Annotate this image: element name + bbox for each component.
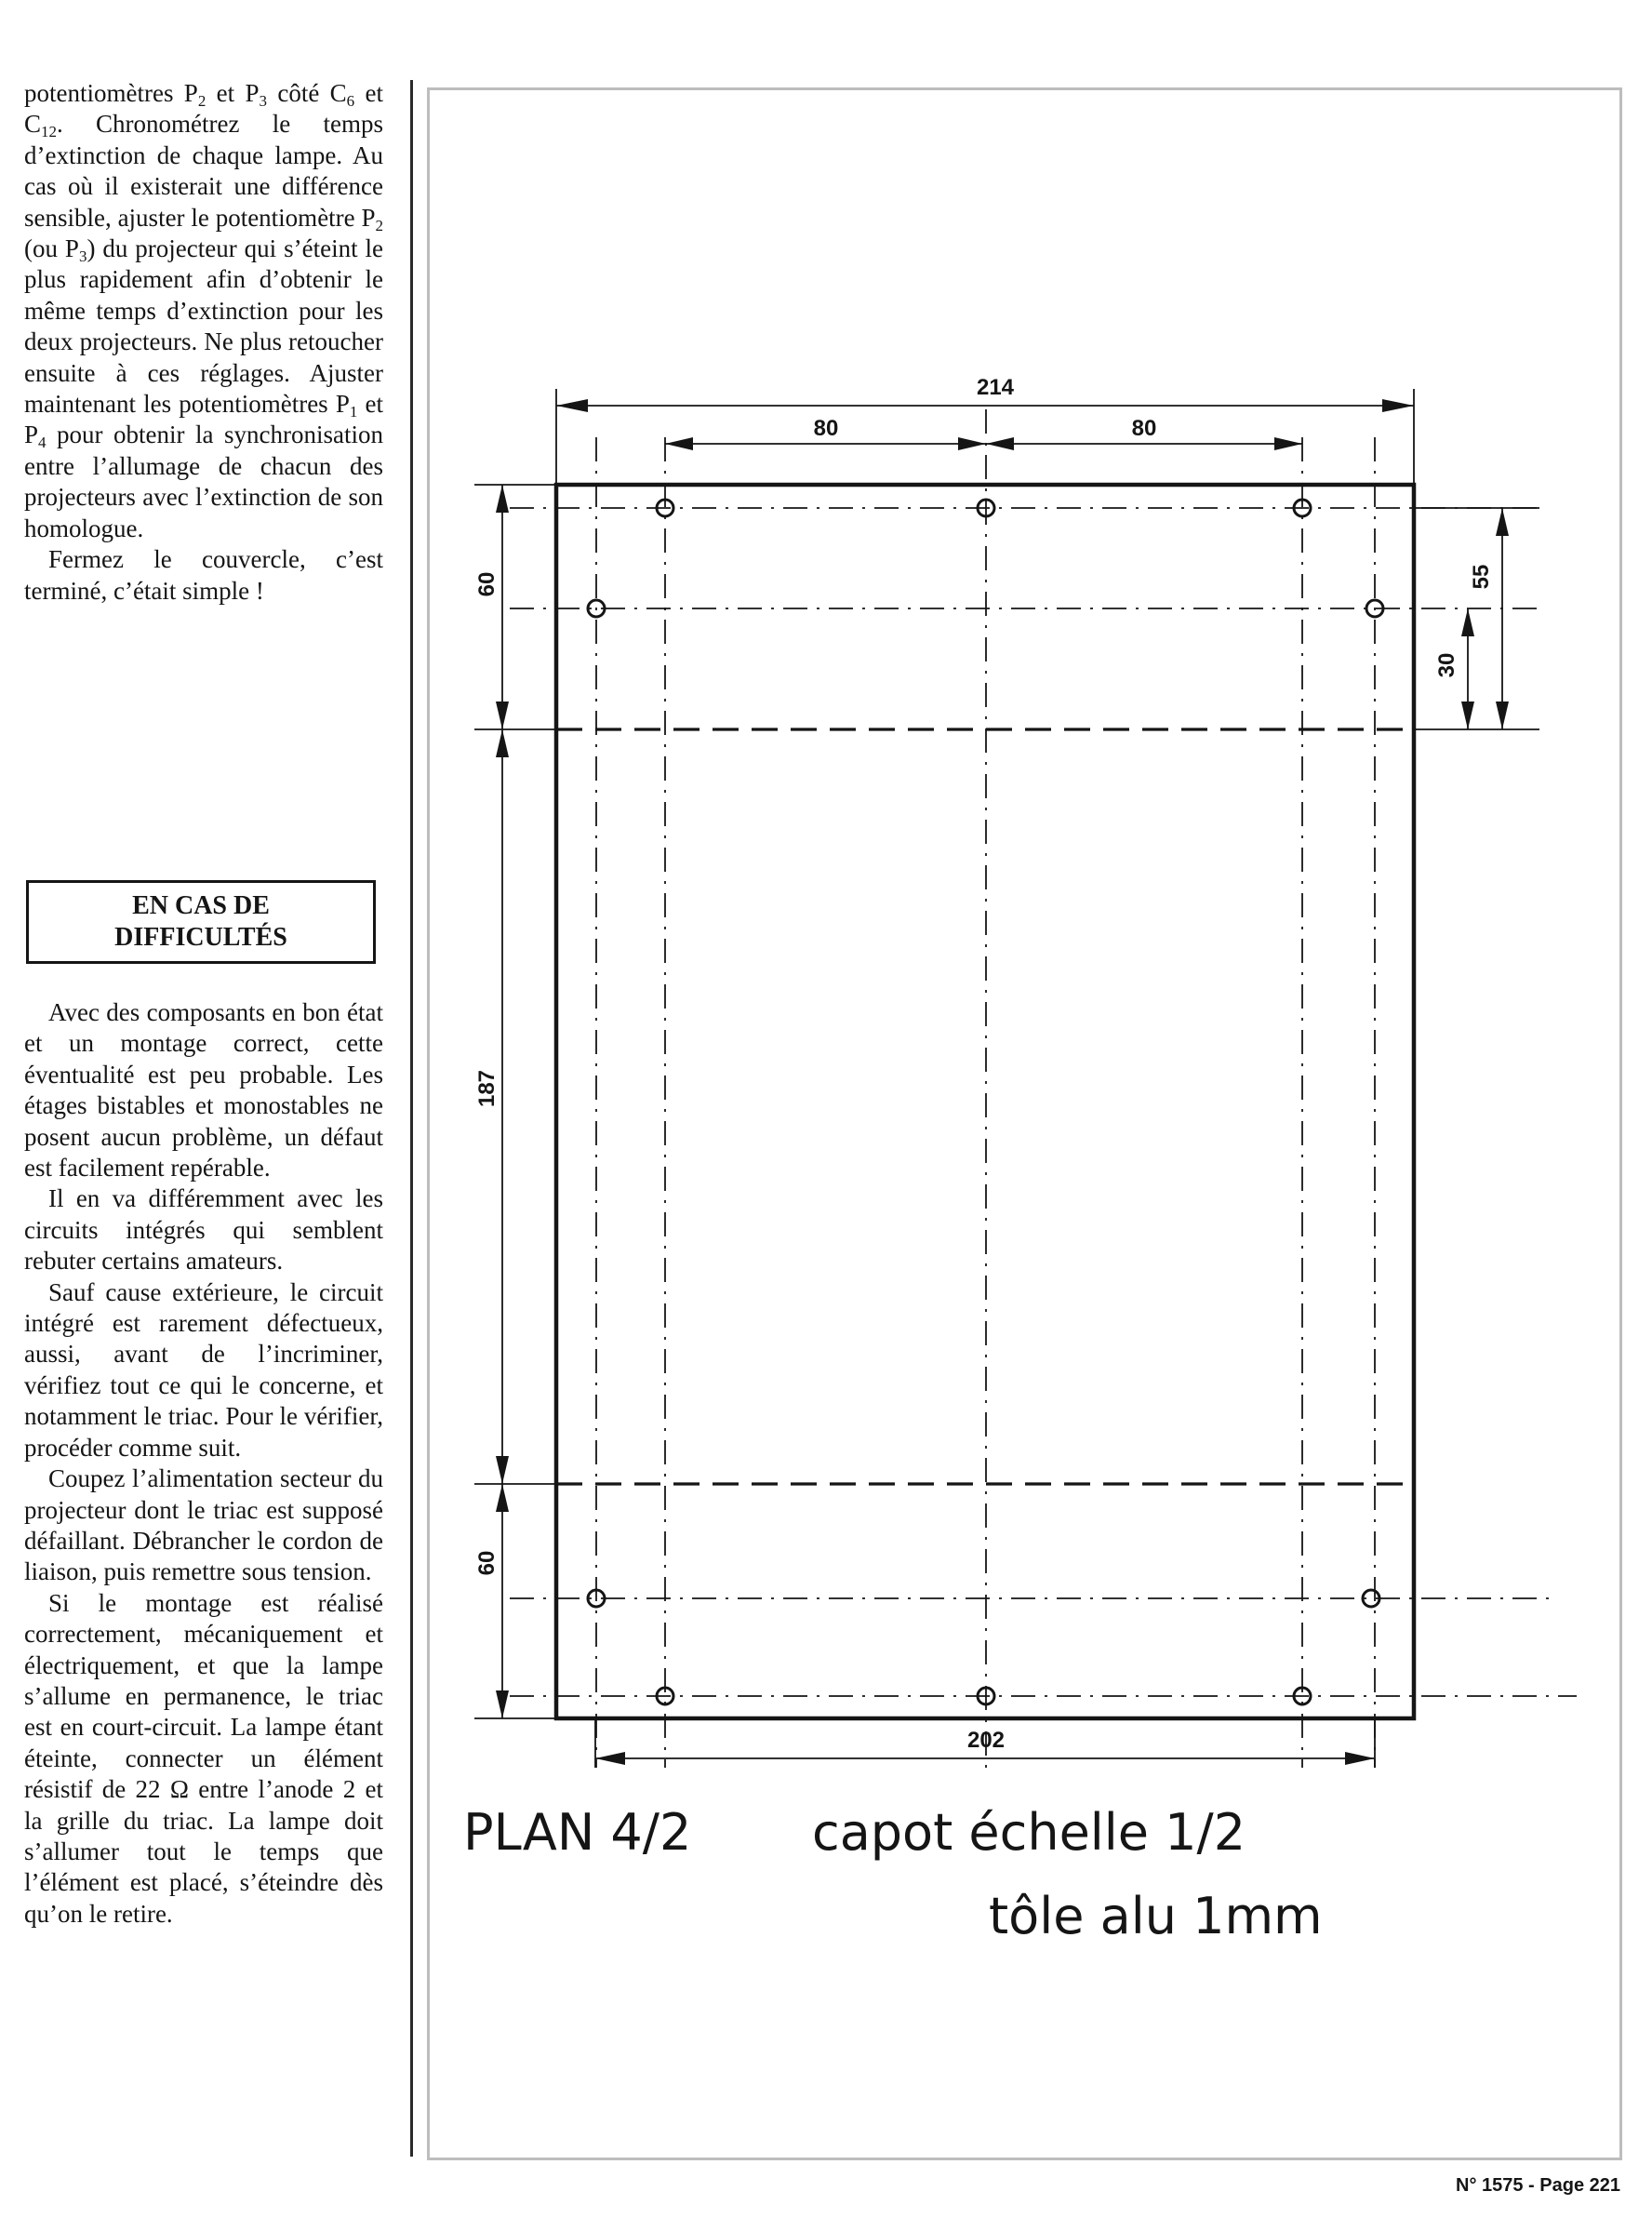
paragraph-triac-check: Sauf cause extérieure, le circuit intégré est rarement défectueux, aussi, avant de l’incriminer, vérifiez tout ce qui le concerne, et notamment le triac. Pour le vérifier, procéder comme suit. bbox=[24, 1277, 383, 1462]
section-heading-line1: EN CAS DE bbox=[132, 891, 270, 920]
paragraph-conclusion: Fermez le couvercle, c’est terminé, c’était simple ! bbox=[24, 545, 383, 605]
paragraph-short-circuit: Si le montage est réalisé correctement, mécaniquement et électriquement, et que la lampe s’allume en permanence, le triac est en court-circuit. La lampe étant éteinte, connecter un élément résistif de 22 Ω entre l’anode 2 et la grille du triac. La lampe doit s’allumer tout le temps que l’élément est placé, s’éteindre dès qu’on le retire. bbox=[24, 1588, 383, 1928]
paragraph-power-off: Coupez l’alimentation secteur du projecteur dont le triac est supposé défaillant. Débrancher le cordon de liaison, puis remettre sous tension. bbox=[24, 1464, 383, 1586]
dim-label-202: 202 bbox=[966, 1728, 1006, 1753]
drawing-caption-capot: capot échelle 1/2 bbox=[812, 1803, 1246, 1862]
paragraph-calibration: potentiomètres $P_2$ et $P_3$ côté $C_6$ et $C_{12}$. Chronométrez le temps d’extinction de chaque lampe. Au cas où il existerait une différence sensible, ajuster le potentiomètre $P_2$ (ou $P_3$) du projecteur qui s’éteint le plus rapidement afin d’obtenir le même temps d’extinction pour les deux projecteurs. Ne plus retoucher ensuite à ces réglages. Ajuster maintenant les potentiomètres $P_1$ et $P_4$ pour obtenir la synchronisation entre l’allumage de chacun des projecteurs avec l’extinction de son homologue. bbox=[24, 79, 384, 542]
dim-label-55: 55 bbox=[1469, 564, 1494, 590]
dim-label-214: 214 bbox=[976, 375, 1015, 400]
dim-label-187: 187 bbox=[474, 1069, 500, 1108]
drawing-caption-material: tôle alu 1mm bbox=[989, 1887, 1323, 1945]
paragraph-integrated-circuits: Il en va différemment avec les circuits intégrés qui semblent rebuter certains amateurs. bbox=[24, 1184, 383, 1276]
plate-outline bbox=[556, 485, 1414, 1718]
dim-label-30: 30 bbox=[1434, 652, 1459, 678]
dim-label-60-top: 60 bbox=[474, 571, 500, 597]
section-heading-line2: DIFFICULTÉS bbox=[114, 923, 287, 952]
page-footer: N° 1575 - Page 221 bbox=[1456, 2175, 1620, 2196]
dim-label-80-right: 80 bbox=[1131, 416, 1157, 441]
dim-label-60-bottom: 60 bbox=[474, 1550, 500, 1576]
drawing-caption-plan: PLAN 4/2 bbox=[463, 1803, 692, 1862]
paragraph-intro: Avec des composants en bon état et un montage correct, cette éventualité est peu probable. Les étages bistables et monostables ne posent aucun problème, un défaut est facilement repérable. bbox=[24, 998, 383, 1182]
dim-label-80-left: 80 bbox=[813, 416, 839, 441]
